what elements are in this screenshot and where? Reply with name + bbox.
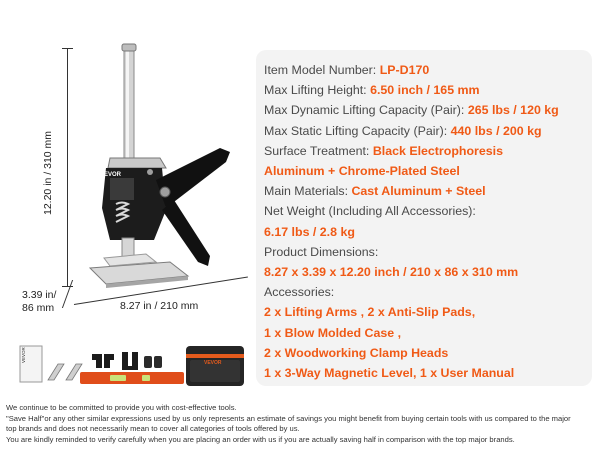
- width-dimension-label: 8.27 in / 210 mm: [120, 300, 199, 312]
- spec-value: 6.17 lbs / 2.8 kg: [264, 224, 355, 239]
- product-illustration-area: [0, 0, 250, 395]
- spec-surface-treatment: [264, 141, 588, 161]
- spec-label: Net Weight (Including All Accessories):: [264, 204, 476, 219]
- depth-dimension-label-line2: 86 mm: [22, 302, 55, 314]
- disclaimer-line: "Save Half"or any other similar expressions used by us only represents an estimate of savings you might benefit from buying certain tools with us compared to the major: [6, 413, 571, 423]
- spec-value: 440 lbs / 200 kg: [450, 123, 542, 138]
- spec-value: 265 lbs / 120 kg: [467, 103, 559, 118]
- accessories-image: [18, 338, 246, 390]
- spec-value: 6.50 inch / 165 mm: [370, 83, 480, 98]
- spec-label: Max Lifting Height:: [264, 83, 371, 98]
- magnetic-level-image: [80, 372, 184, 384]
- spec-label: Main Materials:: [264, 184, 352, 199]
- disclaimer-line: top brands and does not necessarily mean to cover all categories of tools offered by us.: [6, 424, 300, 433]
- spec-accessories-label: [264, 282, 588, 302]
- specification-list: [264, 60, 588, 383]
- spec-net-weight-label: [264, 201, 588, 221]
- spec-accessories-item: [264, 343, 588, 363]
- disclaimer-line: We continue to be committed to provide you with cost-effective tools.: [6, 403, 237, 412]
- manual-brand-text: VEVOR: [21, 347, 26, 363]
- spec-value: 1 x Blow Molded Case ,: [264, 325, 402, 340]
- spec-net-weight-value: [264, 222, 588, 242]
- anti-slip-pad-image: [144, 356, 152, 368]
- spec-surface-treatment-continued: [264, 161, 588, 181]
- depth-dimension-label-line1: 3.39 in/: [22, 289, 57, 301]
- spec-label: Max Static Lifting Capacity (Pair):: [264, 123, 451, 138]
- spec-static-capacity: [264, 121, 588, 141]
- spec-value: 2 x Lifting Arms , 2 x Anti-Slip Pads,: [264, 305, 476, 320]
- spec-product-dimensions-label: [264, 242, 588, 262]
- spec-value: 2 x Woodworking Clamp Heads: [264, 345, 449, 360]
- case-brand-text: VEVOR: [204, 360, 222, 366]
- lifting-tool-image: [70, 40, 250, 305]
- spec-label: Accessories:: [264, 285, 335, 300]
- specification-card: [256, 50, 592, 386]
- spec-model-number: [264, 60, 588, 80]
- spec-label: Max Dynamic Lifting Capacity (Pair):: [264, 103, 468, 118]
- spec-value: 1 x 3-Way Magnetic Level, 1 x User Manual: [264, 366, 515, 381]
- height-dimension-label: 12.20 in / 310 mm: [42, 130, 54, 215]
- spec-value: LP-D170: [379, 63, 430, 77]
- spec-value: Cast Aluminum + Steel: [351, 184, 486, 199]
- spec-label: Surface Treatment:: [264, 143, 373, 158]
- spec-accessories-item: [264, 363, 588, 383]
- lifting-arm-image: [48, 364, 64, 380]
- spec-main-materials: [264, 181, 588, 201]
- spec-product-dimensions-value: [264, 262, 588, 282]
- spec-max-lifting-height: [264, 80, 588, 100]
- spec-accessories-item: [264, 323, 588, 343]
- tool-brand-text: VEVOR: [100, 172, 122, 178]
- spec-accessories-item: [264, 302, 588, 322]
- spec-value: 8.27 x 3.39 x 12.20 inch / 210 x 86 x 310 mm: [264, 265, 519, 280]
- spec-label: Product Dimensions:: [264, 244, 379, 259]
- clamp-head-image: [92, 354, 102, 368]
- height-dimension-line: [67, 48, 68, 286]
- disclaimer: [6, 403, 596, 445]
- spec-label: Item Model Number:: [264, 63, 380, 77]
- spec-dynamic-capacity: [264, 100, 588, 120]
- spec-value: Black Electrophoresis: [372, 143, 503, 158]
- spec-value: Aluminum + Chrome-Plated Steel: [264, 164, 460, 179]
- disclaimer-line: You are kindly reminded to verify carefully when you are placing an order with us if you are actually saving half in comparison with the top major brands.: [6, 434, 515, 444]
